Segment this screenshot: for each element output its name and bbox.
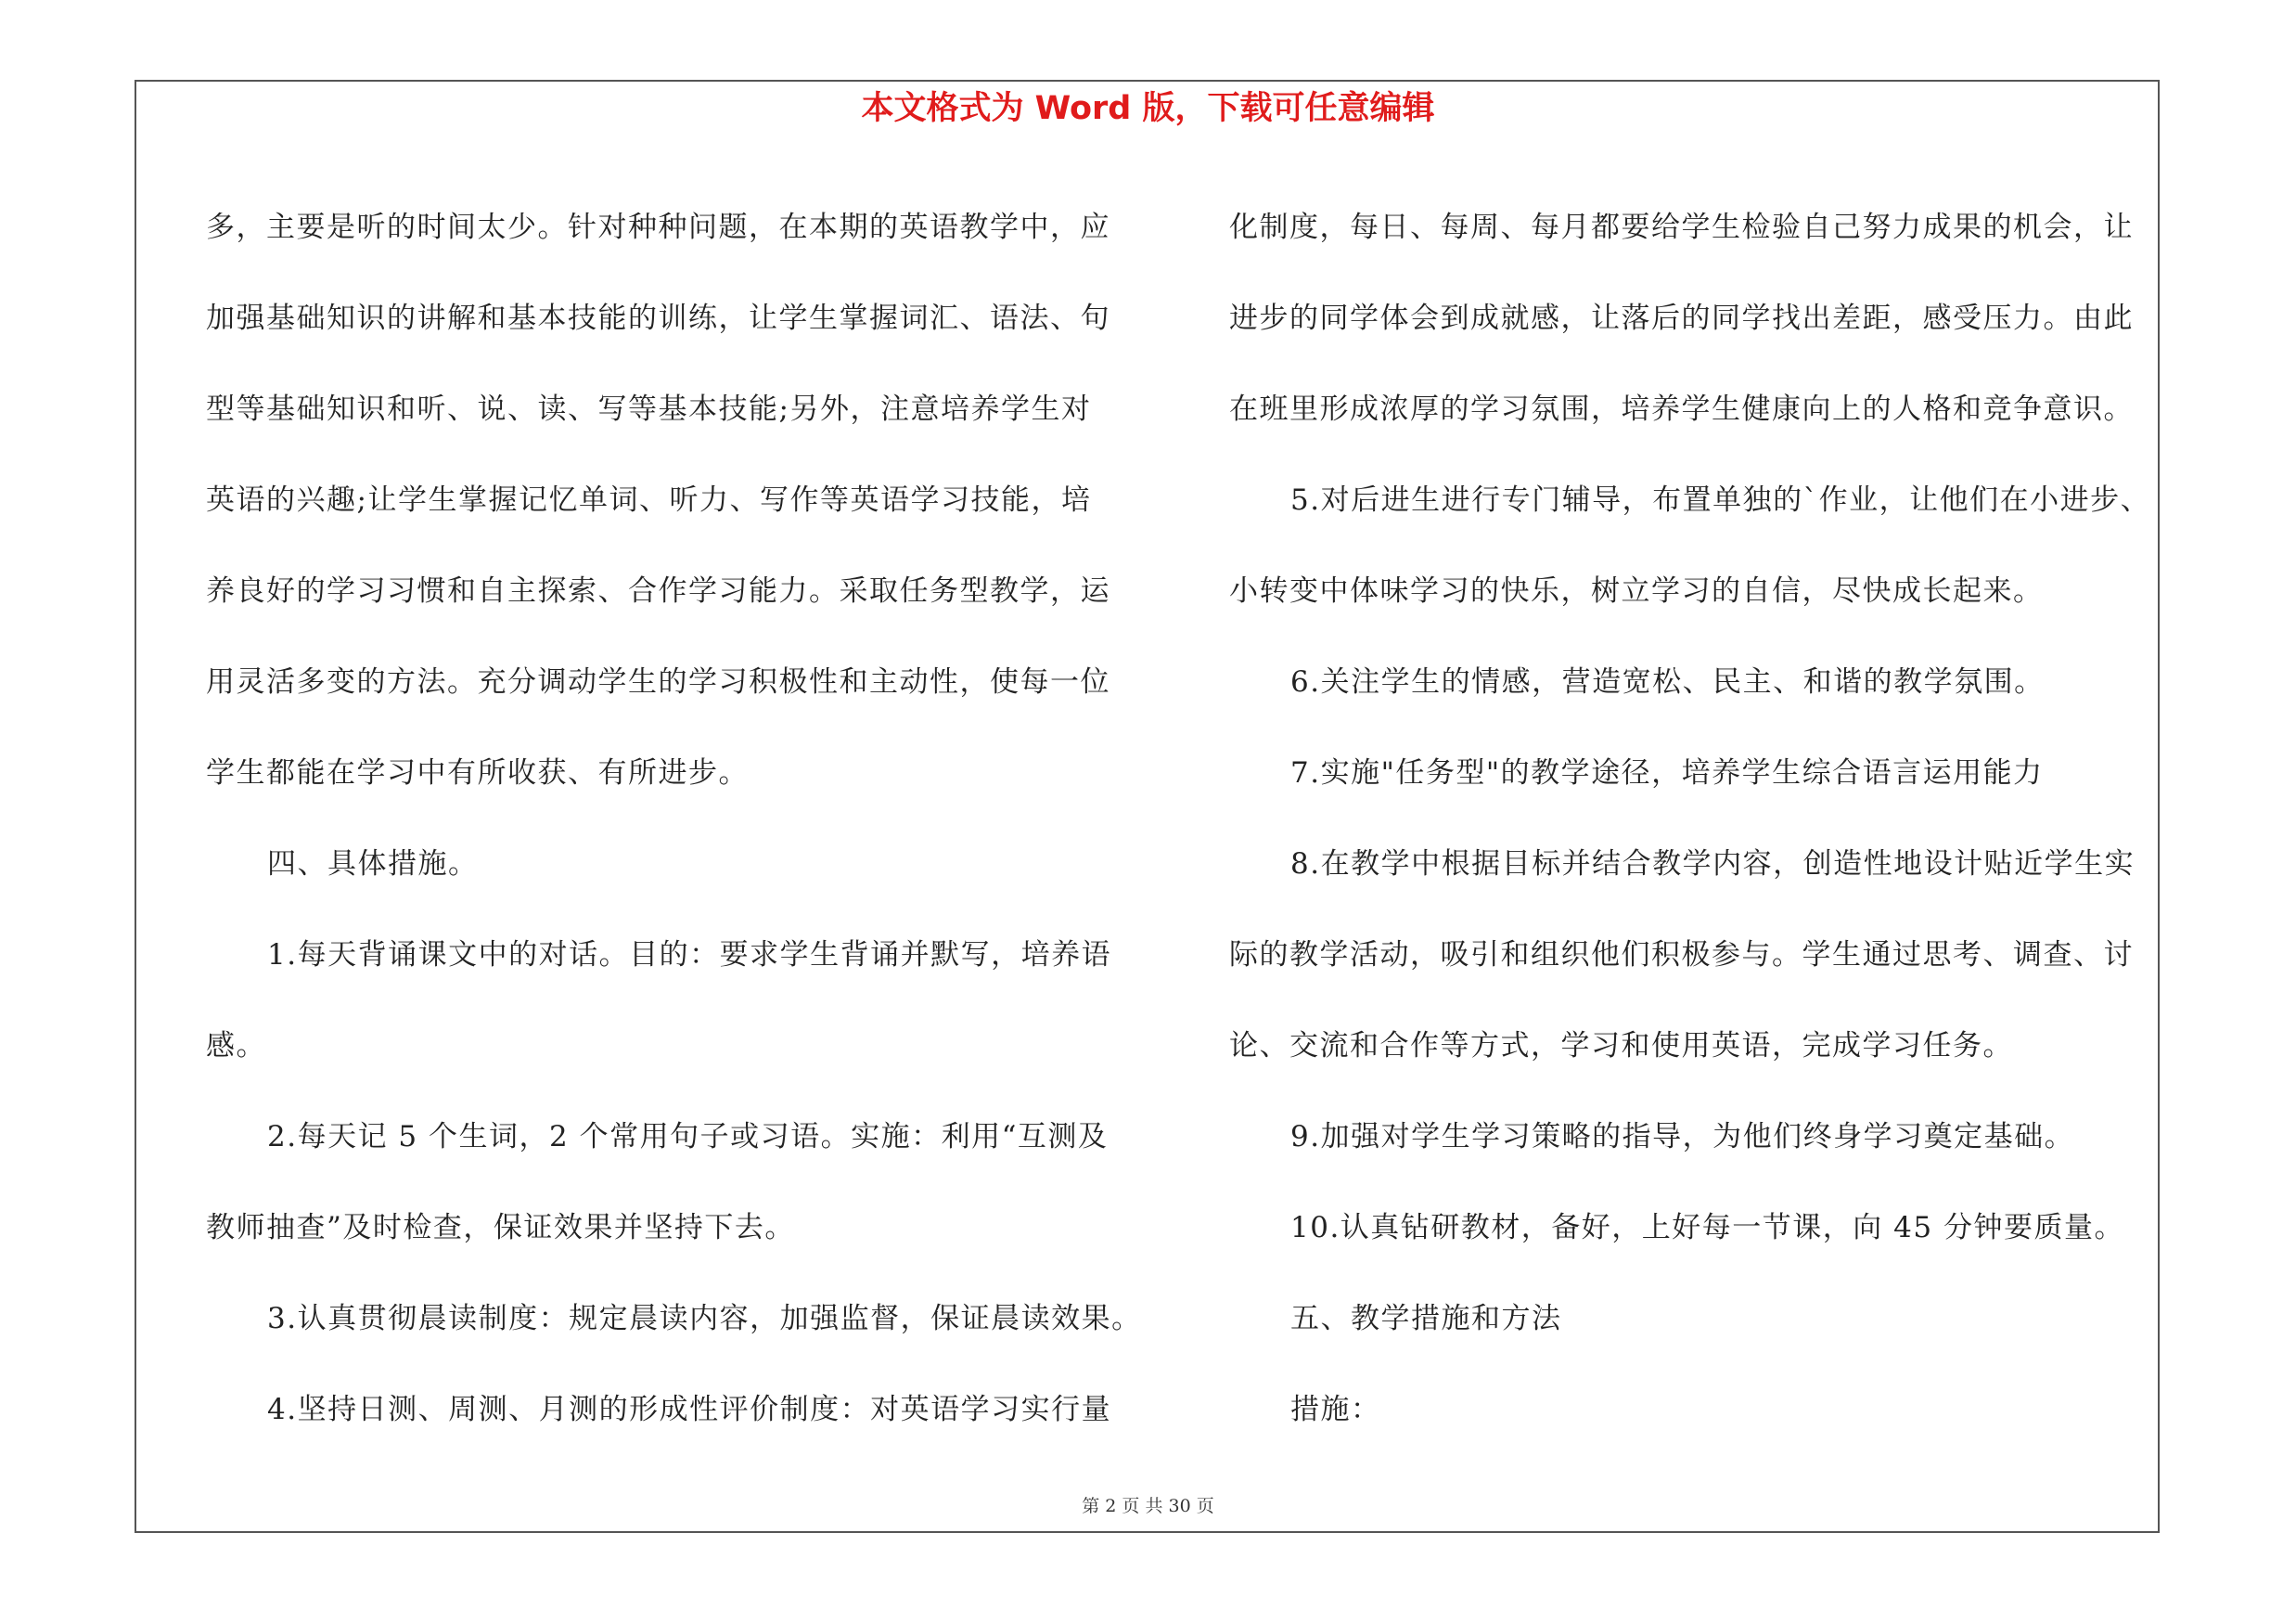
text-line: 小转变中体味学习的快乐，树立学习的自信，尽快成长起来。 — [1229, 574, 2044, 608]
left-text-column — [206, 182, 1142, 1455]
right-text-column — [1229, 182, 2157, 1455]
text-line: 教师抽查”及时检查，保证效果并坚持下去。 — [206, 1211, 795, 1244]
text-line: 8.在教学中根据目标并结合教学内容，创造性地设计贴近学生实 — [1290, 847, 2136, 881]
text-line: 五、教学措施和方法 — [1290, 1302, 1562, 1335]
text-line: 10.认真钻研教材，备好，上好每一节课，向 45 分钟要质量。 — [1290, 1211, 2124, 1244]
text-line: 4.坚持日测、周测、月测的形成性评价制度：对英语学习实行量 — [267, 1393, 1112, 1426]
text-line: 养良好的学习习惯和自主探索、合作学习能力。采取任务型教学，运 — [206, 574, 1110, 608]
text-line: 3.认真贯彻晨读制度：规定晨读内容，加强监督，保证晨读效果。 — [267, 1302, 1142, 1335]
text-line: 2.每天记 5 个生词，2 个常用句子或习语。实施：利用“互测及 — [267, 1120, 1109, 1153]
word-format-banner: 本文格式为 Word 版，下载可任意编辑 — [861, 90, 1435, 127]
text-line: 7.实施"任务型"的教学途径，培养学生综合语言运用能力 — [1290, 756, 2044, 790]
text-line: 措施： — [1290, 1393, 1381, 1426]
text-line: 感。 — [206, 1029, 266, 1063]
text-line: 际的教学活动，吸引和组织他们积极参与。学生通过思考、调查、讨 — [1229, 938, 2134, 972]
text-line: 6.关注学生的情感，营造宽松、民主、和谐的教学氛围。 — [1290, 665, 2045, 699]
text-line: 1.每天背诵课文中的对话。目的：要求学生背诵并默写，培养语 — [267, 938, 1112, 972]
text-line: 5.对后进生进行专门辅导，布置单独的`作业，让他们在小进步、 — [1290, 483, 2151, 517]
text-line: 四、具体措施。 — [267, 847, 479, 881]
text-line: 型等基础知识和听、说、读、写等基本技能;另外，注意培养学生对 — [206, 393, 1092, 426]
page-footer: 第 2 页 共 30 页 — [1082, 1496, 1214, 1516]
text-line: 进步的同学体会到成就感，让落后的同学找出差距，感受压力。由此 — [1229, 302, 2134, 335]
text-line: 在班里形成浓厚的学习氛围，培养学生健康向上的人格和竞争意识。 — [1229, 393, 2134, 426]
text-line: 英语的兴趣;让学生掌握记忆单词、听力、写作等英语学习技能，培 — [206, 483, 1092, 517]
text-line: 用灵活多变的方法。充分调动学生的学习积极性和主动性，使每一位 — [206, 665, 1110, 699]
text-line: 化制度，每日、每周、每月都要给学生检验自己努力成果的机会，让 — [1229, 211, 2134, 244]
text-line: 学生都能在学习中有所收获、有所进步。 — [206, 756, 749, 790]
text-line: 多，主要是听的时间太少。针对种种问题，在本期的英语教学中，应 — [206, 211, 1110, 244]
text-line: 论、交流和合作等方式，学习和使用英语，完成学习任务。 — [1229, 1029, 2013, 1063]
text-line: 9.加强对学生学习策略的指导，为他们终身学习奠定基础。 — [1290, 1120, 2075, 1153]
text-line: 加强基础知识的讲解和基本技能的训练，让学生掌握词汇、语法、句 — [206, 302, 1110, 335]
